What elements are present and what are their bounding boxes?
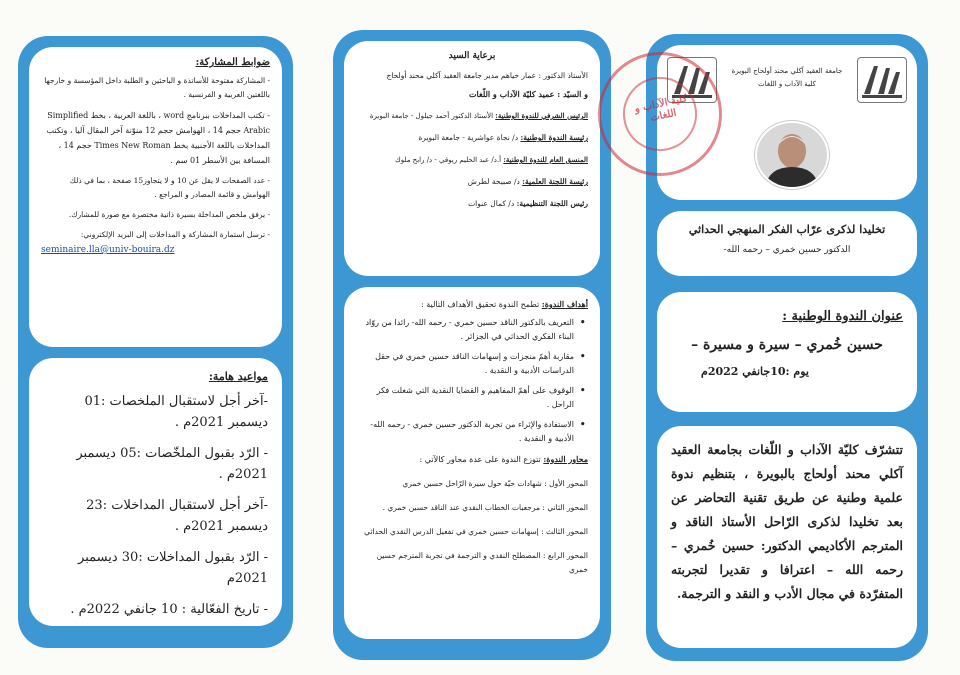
- goals-card: [344, 287, 600, 639]
- axes-label: محاور الندوة:: [543, 454, 588, 464]
- left-panel: [18, 36, 293, 648]
- middle-panel: [333, 30, 611, 660]
- portrait-photo: [755, 121, 829, 189]
- tribute-title: تخليدا لذكرى عرّاب الفكر المنهجي الحداثي: [688, 223, 886, 236]
- seminar-title: حسين خُمري – سيرة و مسيرة –: [691, 337, 883, 353]
- honorary-chair-label: الرئيس الشرفي للندوة الوطنية:: [495, 111, 588, 120]
- axis-item: المحور الثالث : إسهامات حسين خمري في تفعيل الدرس النقدي الحداثي: [364, 527, 588, 536]
- dates-title: مواعيد هامة:: [208, 370, 268, 383]
- announcement-text: تتشرّف كليّة الآداب و اللّغات بجامعة العقيد آكلي محند أولحاج بالبويرة ، بتنظيم ندوة علمية وطنية عن طريق تقنية التحاضر عن بعد تخليدا لذكرى الرّاحل الأستاذ الناقد و المترجم الأكاديمي الدكتور: حسين خُمري –رحمه الله – اعترافا و تقديرا لتجربته المتفرّدة في مجال الأدب و النقد و الترجمة.: [671, 442, 903, 601]
- rule-item: - يرفق ملخص المداخلة بسيرة ذاتية مختصرة مع صورة للمشارك.: [68, 210, 270, 219]
- seminar-chair-value: د/ نجاة عواشرية - جامعة البويرة: [418, 133, 519, 142]
- goals-label: أهداف الندوة:: [541, 299, 588, 309]
- goals-list: [356, 316, 588, 446]
- important-dates-card: [29, 358, 282, 626]
- goal-item: • الوقوف على أهمّ المفاهيم و القضايا النقدية التي شغلت فكر الراحل .: [356, 384, 574, 412]
- rector-line: الأستاذ الدكتور : عمار حياهم مدير جامعة العقيد آكلي محند أولحاج: [386, 71, 588, 80]
- goal-item: • مقاربة أهمّ منجزات و إسهامات الناقد حسين خمري في حقل الدراسات الأدبية و النقدية .: [356, 350, 574, 378]
- tribute-name: الدكتور حسين خمري – رحمه الله-: [723, 245, 851, 255]
- rule-item: - تكتب المداخلات ببرنامج word ، باللغة العربية ، بخط Simplified Arabic حجم 14 ، الهوامش حجم 12 منوّنة آخر المقال آليا ، وتكتب المداخلات باللغة الأجنبية بخط Times New Roman حجم 14 ، المسافة بين الأسطر 01 سم .: [46, 111, 270, 165]
- organizing-label: رئيس اللجنة التنظيمية:: [516, 199, 588, 208]
- portrait-icon: [757, 123, 827, 187]
- organizing-value: د/ كمال عنوات: [468, 199, 515, 208]
- axes-intro: تتوزع الندوة على عدة محاور كالآتي :: [419, 455, 541, 464]
- goal-item: • التعريف بالدكتور الناقد حسين خمري - رحمه الله- رائدا من روّاد البناء الفكري الحداثي في الجزائر .: [356, 316, 574, 344]
- rule-item: - عدد الصفحات لا يقل عن 10 و لا يتجاوز15 صفحة ، بما في ذلك الهوامش و قائمة المصادر و المراجع .: [69, 176, 270, 199]
- goal-item: • الاستفادة والإثراء من تجربة الدكتور حسين خمري - رحمه الله- الأدبية و النقدية .: [356, 418, 574, 446]
- patronage-card: [344, 41, 600, 276]
- date-item: - الرّد بقبول الملخّصات :05 ديسمبر 2021م .: [76, 446, 268, 482]
- announcement-card: [657, 426, 917, 648]
- participation-rules-card: [29, 47, 282, 347]
- date-item: -آخر أجل لاستقبال الملخصات :01 ديسمبر 2021م .: [84, 394, 268, 430]
- patronage-title: برعاية السيد: [448, 51, 496, 61]
- scientific-label: رئيسة اللجنة العلمية:: [522, 177, 588, 186]
- rules-title: ضوابط المشاركة:: [195, 57, 270, 68]
- email-link[interactable]: seminaire.lla@univ-bouira.dz: [41, 245, 175, 255]
- rule-item: - المشاركة مفتوحة للأساتذة و الباحثين و الطلبة داخل المؤسسة و خارجها باللغتين العربية و الفرنسية .: [44, 76, 270, 99]
- university-logo-right: [857, 57, 907, 103]
- date-item: - الرّد بقبول المداخلات :30 ديسمبر 2021م: [78, 550, 268, 586]
- seminar-date: يوم :10جانفي 2022م: [701, 365, 809, 378]
- dean-line: و السيّد : عميد كليّة الآداب و اللّغات: [469, 89, 588, 99]
- university-name: جامعة العقيد آكلي محند أولحاج البويرة: [731, 67, 843, 75]
- honorary-chair-value: الأستاذ الدكتور أحمد جيلول - جامعة البويرة: [369, 112, 494, 120]
- rule-item: - ترسل استمارة المشاركة و المداخلات إلى البريد الإلكتروني:: [80, 230, 270, 239]
- seminar-label: عنوان الندوة الوطنية :: [782, 309, 903, 324]
- logo-icon: [858, 58, 906, 102]
- date-item: - تاريخ الفعّالية : 10 جانفي 2022م .: [70, 602, 268, 617]
- date-item: -آخر أجل لاستقبال المداخلات :23 ديسمبر 2021م .: [86, 498, 268, 534]
- coordinator-label: المنسق العام للندوة الوطنية:: [503, 155, 588, 164]
- seminar-chair-label: رئيسة الندوة الوطنية:: [520, 133, 588, 142]
- faculty-name: كلية الآداب و اللغات: [758, 80, 816, 88]
- stamp-text: كلية الآداب و اللغات: [633, 93, 689, 124]
- goals-intro: تطمح الندوة تحقيق الأهداف التالية :: [421, 300, 540, 309]
- axis-item: المحور الرابع : المصطلح النقدي و الترجمة في تجربة المترجم حسين خمري: [376, 551, 588, 574]
- axis-item: المحور الأول : شهادات حيّة حول سيرة الرّاحل حسين خمري: [402, 479, 588, 488]
- coordinator-value: أ.د/ عبد الحليم ريوقي - د/ رابح ملوك: [395, 156, 502, 164]
- axis-item: المحور الثاني : مرجعيات الخطاب النقدي عند الناقد حسين خمري .: [382, 503, 588, 512]
- scientific-value: د/ صبيحة لطرش: [467, 177, 520, 186]
- seminar-title-card: [657, 292, 917, 412]
- tribute-card: [657, 211, 917, 276]
